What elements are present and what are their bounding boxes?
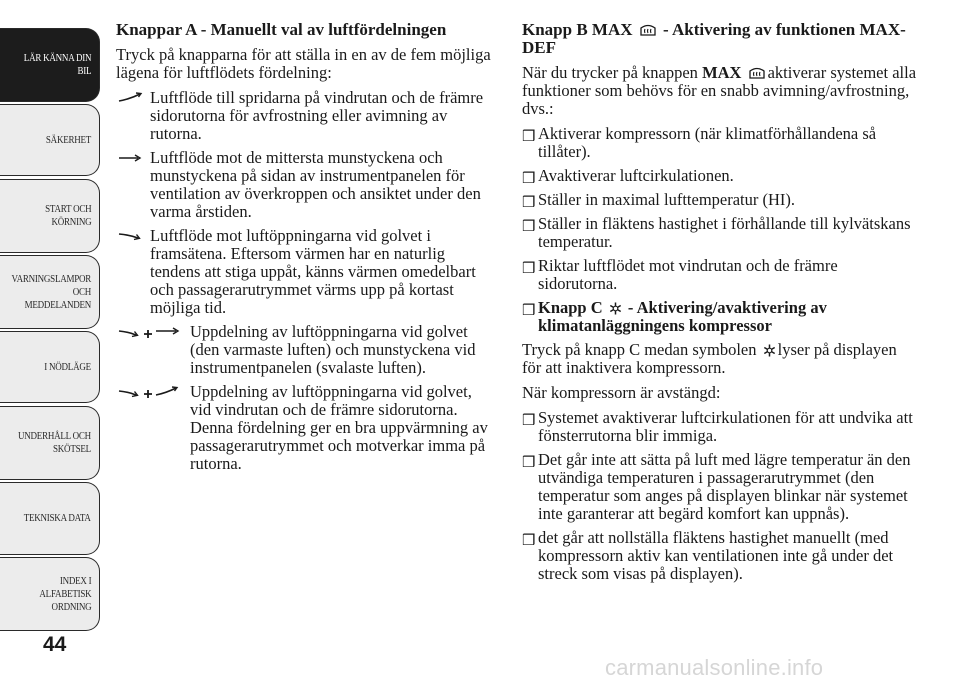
list-item bbox=[522, 409, 917, 445]
right-column bbox=[522, 21, 917, 589]
option-text: Luftflöde till spridarna på vindrutan och de främre sidorutorna för avfrostning eller avimning av rutorna. bbox=[150, 88, 484, 143]
para-text: lyser på displayen för att inaktivera kompressorn. bbox=[522, 340, 897, 377]
bullet-box-icon: ❒ bbox=[522, 169, 536, 187]
bullet-box-icon: ❒ bbox=[522, 411, 536, 429]
snowflake-icon bbox=[763, 344, 776, 357]
bullet-text: Avaktiverar luftcirkulationen. bbox=[538, 166, 734, 185]
list-item bbox=[522, 257, 917, 293]
bullet-text: Systemet avaktiverar luftcirkulationen för att undvika att fönsterrutorna blir immiga. bbox=[538, 408, 913, 445]
defrost-icon bbox=[748, 66, 766, 80]
option-text: Luftflöde mot luftöppningarna vid golvet i framsätena. Eftersom värmen har en naturlig tendens att stiga uppåt, känns värmen omedelbart och passagerarutrymmet värms upp på kortast möjliga tid. bbox=[150, 226, 476, 317]
bullet-box-icon: ❒ bbox=[522, 453, 536, 471]
bullet-box-icon: ❒ bbox=[522, 217, 536, 235]
option-text: Luftflöde mot de mittersta munstyckena och munstyckena på sidan av instrumentpanelen för ventilation av överkroppen och ansiktet under den varma årstiden. bbox=[150, 148, 481, 221]
bullet-box-icon: ❒ bbox=[522, 259, 536, 277]
bullet-text: Ställer in maximal lufttemperatur (HI). bbox=[538, 190, 796, 209]
list-item bbox=[522, 215, 917, 251]
bullet-box-icon: ❒ bbox=[522, 301, 536, 319]
list-item bbox=[522, 191, 917, 209]
option-text: Uppdelning av luftöppningarna vid golvet (den varmaste luften) och munstyckena vid instrumentpanelen (svalaste luften). bbox=[190, 322, 476, 377]
option-vents bbox=[116, 149, 496, 221]
option-feet-windscreen bbox=[116, 383, 496, 473]
max-intro bbox=[522, 64, 917, 118]
airflow-vents-icon bbox=[116, 151, 144, 163]
compressor-paragraph bbox=[522, 341, 917, 377]
watermark: carmanualsonline.info bbox=[605, 655, 824, 680]
bullet-box-icon: ❒ bbox=[522, 127, 536, 145]
heading-text: - Aktivering av funktionen MAX-DEF bbox=[522, 20, 906, 57]
left-column bbox=[116, 21, 496, 479]
tab-tekniska-data[interactable] bbox=[0, 482, 100, 555]
list-item bbox=[522, 529, 917, 583]
list-item bbox=[522, 125, 917, 161]
option-feet-vents bbox=[116, 323, 496, 377]
list-item bbox=[522, 451, 917, 523]
section-heading: Knappar A - Manuellt val av luftfördelningen bbox=[116, 20, 447, 39]
subheading-text: - Aktivering/avaktivering av klimatanläggningens kompressor bbox=[538, 298, 827, 335]
tab-label: VARNINGSLAMPOR OCH MEDDELANDEN bbox=[11, 272, 91, 311]
bullet-text: Riktar luftflödet mot vindrutan och de främre sidorutorna. bbox=[538, 256, 838, 293]
bullet-text: Aktiverar kompressorn (när klimatförhållandena så tillåter). bbox=[538, 124, 877, 161]
option-windscreen bbox=[116, 89, 496, 143]
tab-label: INDEX I ALFABETISK ORDNING bbox=[38, 574, 91, 613]
tab-lar-kanna-din-bil[interactable] bbox=[0, 28, 100, 102]
heading-text: Knapp B MAX bbox=[522, 20, 633, 39]
bullet-text: Ställer in fläktens hastighet i förhållande till kylvätskans temperatur. bbox=[538, 214, 911, 251]
tab-label: LÄR KÄNNA DIN BIL bbox=[23, 52, 91, 77]
tab-varningslampor[interactable] bbox=[0, 255, 100, 329]
bullet-text: Det går inte att sätta på luft med lägre temperatur än den utvändiga temperaturen i passagerarutrymmet (den temperatur som anges på displayen blinkar när systemet inte garanterar att begärd komfort kan uppnås). bbox=[538, 450, 911, 523]
airflow-feet-icon bbox=[116, 229, 144, 241]
intro-paragraph: Tryck på knapparna för att ställa in en av de fem möjliga lägena för luftflödets fördelning: bbox=[116, 45, 491, 82]
snowflake-icon bbox=[609, 302, 622, 315]
tab-i-nodlage[interactable] bbox=[0, 331, 100, 403]
tab-label: TEKNISKA DATA bbox=[24, 512, 91, 524]
defrost-icon bbox=[639, 23, 657, 37]
bullet-box-icon: ❒ bbox=[522, 193, 536, 211]
tab-underhall-och-skotsel[interactable] bbox=[0, 406, 100, 480]
tab-label: I NÖDLÄGE bbox=[44, 360, 91, 373]
airflow-windscreen-icon bbox=[116, 91, 144, 103]
section-heading-max bbox=[522, 21, 917, 57]
bullet-text: det går att nollställa fläktens hastighet manuellt (med kompressorn aktiv kan ventilationen inte gå under det streck som visas på displayen). bbox=[538, 528, 894, 583]
page-number: 44 bbox=[43, 633, 67, 656]
tab-start-och-korning[interactable] bbox=[0, 179, 100, 253]
subheading-compressor bbox=[522, 299, 917, 335]
tab-label: SÄKERHET bbox=[45, 133, 91, 146]
bullet-box-icon: ❒ bbox=[522, 531, 536, 549]
tab-index[interactable] bbox=[0, 557, 100, 631]
tab-sakerhet[interactable] bbox=[0, 104, 100, 176]
intro-text: När du trycker på knappen bbox=[522, 63, 703, 82]
chapter-tabs bbox=[0, 0, 102, 640]
option-feet bbox=[116, 227, 496, 317]
option-text: Uppdelning av luftöppningarna vid golvet, vid vindrutan och de främre sidorutorna. Denna fördelning ger en bra uppvärmning av passagerarutrymmet och motverkar imma på rutorna. bbox=[190, 382, 488, 473]
para-text: Tryck på knapp C medan symbolen bbox=[522, 340, 761, 359]
max-label: MAX bbox=[702, 63, 742, 82]
tab-label: UNDERHÅLL OCH SKÖTSEL bbox=[18, 430, 91, 455]
airflow-feet-windscreen-icon bbox=[116, 385, 188, 399]
intro-text: aktiverar systemet alla funktioner som behövs för en snabb avimning/avfrostning, dvs.: bbox=[522, 63, 917, 118]
list-item bbox=[522, 167, 917, 185]
tab-label: START OCH KÖRNING bbox=[44, 203, 91, 228]
airflow-feet-vents-icon bbox=[116, 325, 188, 339]
compressor-off-intro: När kompressorn är avstängd: bbox=[522, 383, 721, 402]
subheading-text: Knapp C bbox=[538, 298, 607, 317]
